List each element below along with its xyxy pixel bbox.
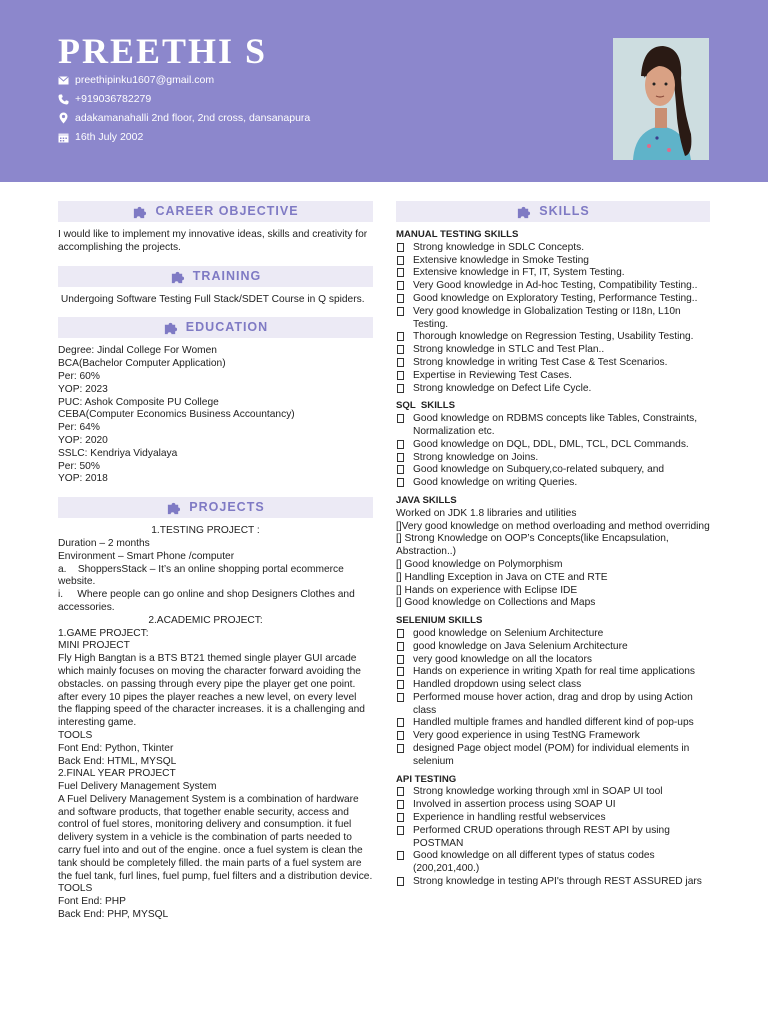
- selenium-skills-list: [396, 628, 710, 769]
- api-testing-heading: API TESTING: [396, 773, 457, 785]
- bullet-box-icon: [397, 667, 404, 676]
- final-year-project-title: 2.FINAL YEAR PROJECT: [58, 768, 176, 780]
- skill-text: designed Page object model (POM) for individual elements in selenium: [413, 743, 690, 767]
- tools-label: TOOLS: [58, 883, 93, 895]
- profile-photo: [613, 38, 709, 160]
- skill-item: [396, 439, 710, 452]
- phone-row: [58, 93, 151, 105]
- manual-testing-heading: MANUAL TESTING SKILLS: [396, 229, 519, 240]
- education-line: Per: 50%: [58, 460, 100, 472]
- skill-text: Very good experience in using TestNG Framework: [413, 730, 640, 742]
- java-line: [] Hands on experience with Eclipse IDE: [396, 584, 578, 596]
- skill-text: very good knowledge on all the locators: [413, 653, 592, 665]
- skill-item: [396, 477, 710, 490]
- skill-item: [396, 331, 710, 344]
- bullet-box-icon: [397, 478, 404, 487]
- skill-text: Good knowledge on writing Queries.: [413, 477, 578, 489]
- java-skills-list: [396, 508, 710, 610]
- tools-label: TOOLS: [58, 729, 93, 741]
- skill-item: [396, 876, 710, 889]
- skill-item: [396, 344, 710, 357]
- bullet-box-icon: [397, 307, 404, 316]
- puzzle-icon: [163, 320, 178, 335]
- career-objective-heading: [58, 201, 373, 222]
- java-line: [] Strong Knowledge on OOP’s Concepts(like Encapsulation, Abstraction..): [396, 533, 669, 558]
- skills-title: SKILLS: [539, 204, 590, 219]
- sql-skills-heading: SQL SKILLS: [396, 400, 455, 412]
- skill-text: Experience in handling restful webservices: [413, 812, 606, 824]
- skill-text: Strong knowledge working through xml in SOAP UI tool: [413, 786, 663, 798]
- skill-item: [396, 825, 710, 851]
- education-title: EDUCATION: [185, 320, 269, 335]
- bullet-box-icon: [397, 384, 404, 393]
- skill-text: Strong knowledge in testing API's through REST ASSURED jars: [413, 876, 702, 888]
- bullet-box-icon: [397, 243, 404, 252]
- skill-text: Expertise in Reviewing Test Cases.: [413, 369, 572, 381]
- calendar-icon: [58, 132, 69, 143]
- puzzle-icon: [516, 204, 531, 219]
- project-duration: Duration – 2 months: [58, 537, 150, 549]
- bullet-box-icon: [397, 371, 404, 380]
- puzzle-icon: [166, 500, 181, 515]
- skill-text: Extensive knowledge in FT, IT, System Testing.: [413, 267, 625, 279]
- skill-item: [396, 370, 710, 383]
- location-pin-icon: [58, 113, 69, 124]
- bullet-box-icon: [397, 294, 404, 303]
- skill-text: good knowledge on Java Selenium Architecture: [413, 640, 628, 652]
- bullet-box-icon: [397, 787, 404, 796]
- dob-text: 16th July 2002: [75, 131, 144, 143]
- skill-item: [396, 850, 710, 876]
- mini-project-label: MINI PROJECT: [58, 640, 130, 652]
- education-line: Per: 64%: [58, 422, 100, 434]
- skill-text: Very Good knowledge in Ad-hoc Testing, Compatibility Testing..: [413, 280, 698, 292]
- training-text: Undergoing Software Testing Full Stack/SDET Course in Q spiders.: [58, 293, 365, 305]
- skill-text: Involved in assertion process using SOAP UI: [413, 799, 616, 811]
- skill-item: [396, 255, 710, 268]
- sql-skills-list: [396, 413, 710, 490]
- java-line: Worked on JDK 1.8 libraries and utilities: [396, 507, 577, 519]
- bullet-box-icon: [397, 332, 404, 341]
- candidate-name: PREETHI S: [58, 31, 268, 71]
- career-objective-text: I would like to implement my innovative ideas, skills and creativity for accomplishing the projects.: [58, 229, 368, 253]
- skill-text: good knowledge on Selenium Architecture: [413, 627, 604, 639]
- bullet-box-icon: [397, 826, 404, 835]
- bullet-box-icon: [397, 281, 404, 290]
- skill-text: Thorough knowledge on Regression Testing, Usability Testing.: [413, 331, 694, 343]
- manual-testing-list: [396, 242, 710, 396]
- skill-text: Hands on experience in writing Xpath for real time applications: [413, 666, 696, 678]
- skill-text: Good knowledge on Subquery,co-related subquery, and: [413, 464, 665, 476]
- header-banner: [0, 0, 768, 182]
- bullet-box-icon: [397, 800, 404, 809]
- java-line: [] Handling Exception in Java on CTE and RTE: [396, 571, 608, 583]
- selenium-skills-heading: SELENIUM SKILLS: [396, 615, 483, 627]
- puzzle-icon: [170, 269, 185, 284]
- skill-text: Extensive knowledge in Smoke Testing: [413, 254, 589, 266]
- skill-text: Good knowledge on DQL, DDL, DML, TCL, DCL Commands.: [413, 438, 689, 450]
- bullet-box-icon: [397, 731, 404, 740]
- education-line: PUC: Ashok Composite PU College: [58, 396, 219, 408]
- skill-text: Good knowledge on all different types of status codes (200,201,400.): [413, 850, 655, 875]
- skill-text: Strong knowledge in writing Test Case & Test Scenarios.: [413, 356, 668, 368]
- fuel-project-description: A Fuel Delivery Management System is a combination of hardware and software products, that together enable security, access and control of fuel stores, monitoring delivery and consumption. it fuel delivery system in a vehicle is the combination of parts needed to carry fuel into and out of the engine. once a fuel system is clean the tank should be completely filled. the main parts of a fuel system are the fuel tank, furl lines, fuel pump, fuel filters and a distribution device.: [58, 793, 373, 882]
- skill-item: [396, 280, 710, 293]
- skill-text: Strong knowledge on Joins.: [413, 451, 539, 463]
- education-line: Degree: Jindal College For Women: [58, 345, 217, 357]
- mail-icon: [58, 75, 69, 86]
- skill-item: [396, 679, 710, 692]
- skill-item: [396, 743, 710, 769]
- front-end-line: Font End: PHP: [58, 896, 126, 908]
- skill-text: Strong knowledge in STLC and Test Plan..: [413, 344, 605, 356]
- java-line: [] Good knowledge on Collections and Maps: [396, 597, 596, 609]
- skill-item: [396, 786, 710, 799]
- skill-item: [396, 357, 710, 370]
- left-column: [58, 201, 373, 922]
- academic-project-title: 2.ACADEMIC PROJECT:: [148, 614, 263, 626]
- project-item-i: i. Where people can go online and shop Designers Clothes and accessories.: [58, 589, 358, 613]
- skill-item: [396, 306, 710, 332]
- bullet-box-icon: [397, 813, 404, 822]
- education-line: YOP: 2018: [58, 473, 108, 485]
- bullet-box-icon: [397, 358, 404, 367]
- skill-text: Performed mouse hover action, drag and drop by using Action class: [413, 691, 693, 716]
- java-line: []Very good knowledge on method overloading and method overriding: [396, 520, 710, 532]
- testing-project-title: 1.TESTING PROJECT :: [151, 525, 260, 537]
- project-environment: Environment – Smart Phone /computer: [58, 550, 235, 562]
- skill-item: [396, 799, 710, 812]
- puzzle-icon: [132, 204, 147, 219]
- bullet-box-icon: [397, 345, 404, 354]
- skill-text: Good knowledge on Exploratory Testing, Performance Testing..: [413, 292, 698, 304]
- bullet-box-icon: [397, 877, 404, 886]
- education-list: [58, 345, 373, 486]
- skill-item: [396, 293, 710, 306]
- bullet-box-icon: [397, 718, 404, 727]
- bullet-box-icon: [397, 693, 404, 702]
- dob-row: [58, 131, 143, 143]
- skill-text: Strong knowledge on Defect Life Cycle.: [413, 382, 592, 394]
- bullet-box-icon: [397, 629, 404, 638]
- project-item-a: a. ShoppersStack – It’s an online shopping portal ecommerce website.: [58, 563, 347, 588]
- bullet-box-icon: [397, 256, 404, 265]
- education-line: YOP: 2020: [58, 434, 108, 446]
- phone-icon: [58, 94, 69, 105]
- skill-item: [396, 413, 710, 439]
- skill-text: Handled dropdown using select class: [413, 679, 582, 691]
- education-line: SSLC: Kendriya Vidyalaya: [58, 447, 178, 459]
- java-line: [] Good knowledge on Polymorphism: [396, 558, 563, 570]
- java-skills-heading: JAVA SKILLS: [396, 494, 457, 506]
- bullet-box-icon: [397, 851, 404, 860]
- skill-item: [396, 654, 710, 667]
- skill-item: [396, 641, 710, 654]
- skills-heading: [396, 201, 710, 222]
- game-project-description: Fly High Bangtan is a BTS BT21 themed single player GUI arcade which mainly focuses on moving the character forward avoiding the obstacles. on passing through every pipe the player get one point. after every 10 pipes the player reaches a new level, on every level the flapping speed of the character increases. it is a challenging and interesting game.: [58, 653, 365, 729]
- skill-item: [396, 628, 710, 641]
- skill-item: [396, 812, 710, 825]
- education-line: BCA(Bachelor Computer Application): [58, 358, 226, 370]
- projects-content: [58, 525, 373, 922]
- training-heading: [58, 266, 373, 287]
- skill-item: [396, 383, 710, 396]
- education-line: YOP: 2023: [58, 383, 108, 395]
- skill-item: [396, 692, 710, 718]
- fuel-project-name: Fuel Delivery Management System: [58, 781, 217, 793]
- skill-item: [396, 464, 710, 477]
- training-title: TRAINING: [192, 268, 262, 283]
- right-column: [396, 201, 710, 889]
- email-row: [58, 74, 214, 86]
- game-project-title: 1.GAME PROJECT:: [58, 627, 149, 639]
- skill-item: [396, 267, 710, 280]
- address-row: [58, 112, 310, 124]
- skill-item: [396, 666, 710, 679]
- education-line: CEBA(Computer Economics Business Accountancy): [58, 409, 295, 421]
- skill-item: [396, 730, 710, 743]
- back-end-line: Back End: PHP, MYSQL: [58, 909, 169, 921]
- projects-title: PROJECTS: [189, 500, 265, 515]
- bullet-box-icon: [397, 440, 404, 449]
- bullet-box-icon: [397, 642, 404, 651]
- address-text: adakamanahalli 2nd floor, 2nd cross, dansanapura: [75, 112, 311, 124]
- api-testing-list: [396, 786, 710, 888]
- skill-text: Good knowledge on RDBMS concepts like Tables, Constraints, Normalization etc.: [413, 413, 698, 437]
- bullet-box-icon: [397, 655, 404, 664]
- skill-text: Handled multiple frames and handled different kind of pop-ups: [413, 717, 694, 729]
- skill-item: [396, 717, 710, 730]
- skill-text: Performed CRUD operations through REST API by using POSTMAN: [413, 824, 670, 849]
- email-text: preethipinku1607@gmail.com: [75, 74, 215, 86]
- career-objective-title: CAREER OBJECTIVE: [155, 204, 299, 219]
- projects-heading: [58, 497, 373, 518]
- bullet-box-icon: [397, 465, 404, 474]
- education-line: Per: 60%: [58, 370, 100, 382]
- skill-item: [396, 242, 710, 255]
- bullet-box-icon: [397, 744, 404, 753]
- bullet-box-icon: [397, 414, 404, 423]
- front-end-line: Font End: Python, Tkinter: [58, 742, 174, 754]
- skill-item: [396, 452, 710, 465]
- skill-text: Strong knowledge in SDLC Concepts.: [413, 241, 585, 253]
- skill-text: Very good knowledge in Globalization Testing or I18n, L10n Testing.: [413, 305, 681, 330]
- bullet-box-icon: [397, 680, 404, 689]
- education-heading: [58, 317, 373, 338]
- back-end-line: Back End: HTML, MYSQL: [58, 755, 177, 767]
- phone-text: +919036782279: [75, 93, 152, 105]
- bullet-box-icon: [397, 268, 404, 277]
- bullet-box-icon: [397, 453, 404, 462]
